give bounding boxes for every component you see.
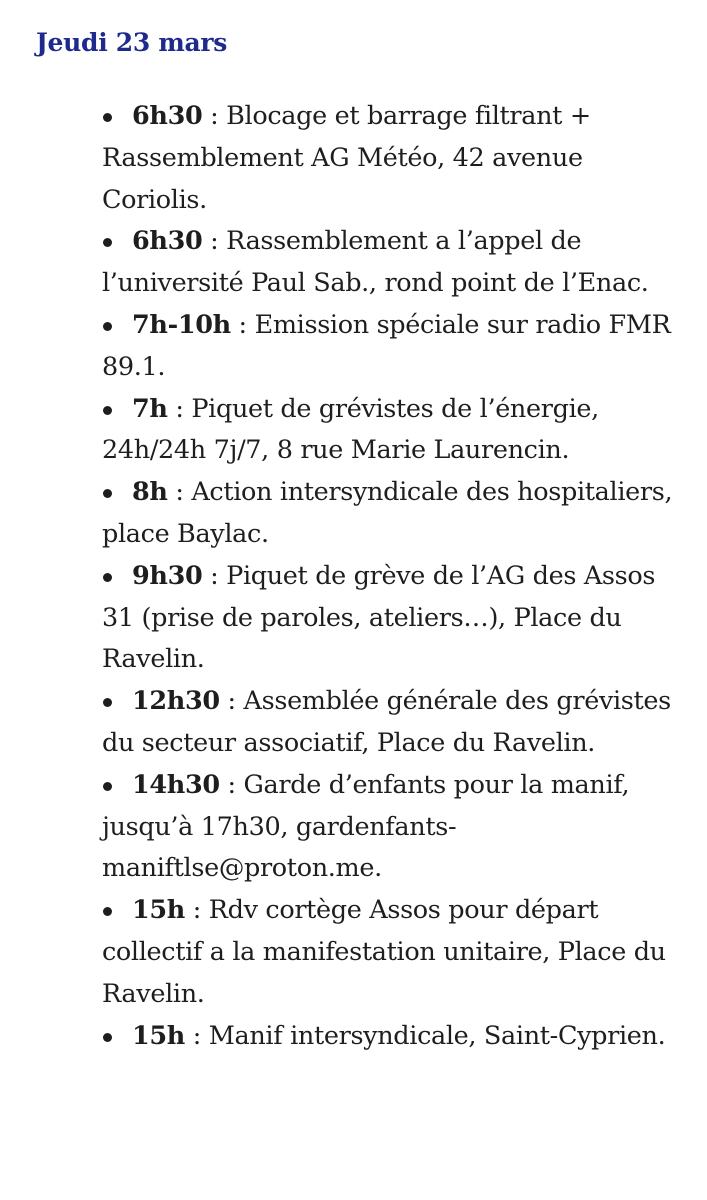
bullet-icon <box>103 221 129 263</box>
list-item <box>102 221 682 305</box>
event-description: Assemblée générale des grévistes du secteur associatif, Place du Ravelin. <box>102 686 671 758</box>
event-separator: : <box>219 769 244 800</box>
event-time: 15h <box>132 895 185 926</box>
bullet-icon <box>103 389 129 431</box>
bullet-icon <box>103 890 129 932</box>
bullet-icon <box>103 1016 129 1058</box>
event-description: Emission spéciale sur radio FMR 89.1. <box>102 309 671 382</box>
event-time: 6h30 <box>132 101 203 131</box>
bullet-icon <box>103 681 129 723</box>
bullet-icon <box>103 96 129 138</box>
list-item <box>102 389 682 473</box>
list-item <box>102 472 682 556</box>
event-description: Piquet de grève de l’AG des Assos 31 (prise de paroles, ateliers…), Place du Ravelin. <box>102 560 656 675</box>
event-separator: : <box>184 895 209 926</box>
event-description: Garde d’enfants pour la manif, jusqu’à 17h30, gardenfants-maniftlse@proton.me. <box>102 769 630 884</box>
day-heading: Jeudi 23 mars <box>36 28 228 57</box>
bullet-icon <box>103 472 129 514</box>
event-description: Blocage et barrage filtrant + Rassemblement AG Météo, 42 avenue Coriolis. <box>102 101 591 215</box>
event-time: 14h30 <box>132 769 220 800</box>
event-separator: : <box>202 101 227 131</box>
event-separator: : <box>167 393 192 424</box>
event-description: Rassemblement a l’appel de l’université Paul Sab., rond point de l’Enac. <box>102 226 649 299</box>
event-separator: : <box>184 1020 209 1051</box>
list-item <box>102 765 682 890</box>
list-item <box>102 305 682 389</box>
event-separator: : <box>202 560 227 591</box>
event-separator: : <box>230 309 255 340</box>
event-description: Action intersyndicale des hospitaliers, place Baylac. <box>102 477 673 549</box>
event-time: 12h30 <box>132 686 220 717</box>
event-time: 15h <box>132 1020 185 1051</box>
event-separator: : <box>167 477 192 508</box>
bullet-icon <box>103 305 129 347</box>
event-time: 9h30 <box>132 560 203 591</box>
event-description: Piquet de grévistes de l’énergie, 24h/24h 7j/7, 8 rue Marie Laurencin. <box>102 393 599 466</box>
list-item <box>102 681 682 765</box>
list-item <box>102 1016 682 1058</box>
event-description: Manif intersyndicale, Saint-Cyprien. <box>208 1020 666 1051</box>
list-item <box>102 890 682 1015</box>
event-time: 8h <box>132 477 168 508</box>
event-description: Rdv cortège Assos pour départ collectif a la manifestation unitaire, Place du Ravelin. <box>102 895 666 1009</box>
event-list <box>102 96 682 1057</box>
event-separator: : <box>219 686 244 717</box>
list-item <box>102 96 682 221</box>
list-item <box>102 556 682 681</box>
event-time: 7h <box>132 393 168 424</box>
event-time: 7h-10h <box>132 309 231 340</box>
bullet-icon <box>103 765 129 807</box>
event-time: 6h30 <box>132 226 203 257</box>
bullet-icon <box>103 556 129 598</box>
event-separator: : <box>202 226 227 257</box>
